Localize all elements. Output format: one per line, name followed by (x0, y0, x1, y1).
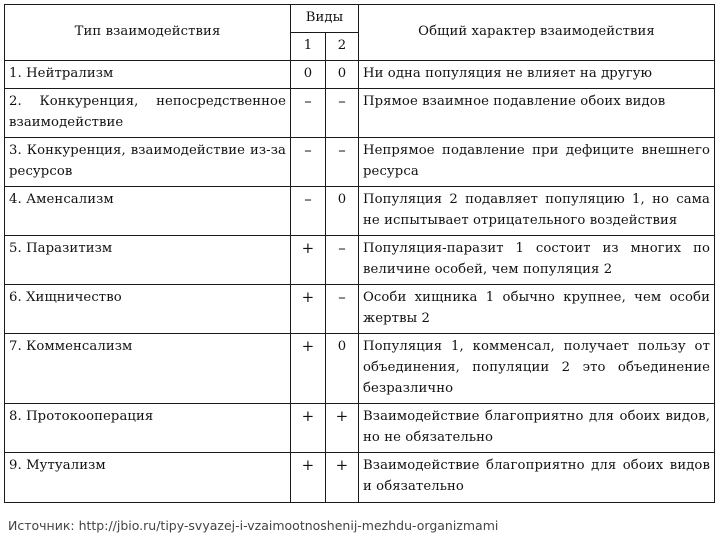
character-cell: Популяция 1, комменсал, получает пользу от объединения, популяции 2 это объединение безразлично (359, 334, 715, 404)
source-caption: Источник: http://jbio.ru/tipy-svyazej-i-vzaimootnoshenij-mezhdu-organizmami (8, 518, 499, 533)
table-row (5, 89, 715, 138)
character-cell: Популяция 2 подавляет популяцию 1, но сама не испытывает отрицательного воздействия (359, 187, 715, 236)
species-2-cell: 0 (326, 61, 359, 89)
species-column-header: Виды (291, 5, 359, 33)
table-row (5, 285, 715, 334)
species-1-cell: – (291, 89, 326, 138)
type-cell: 8. Протокооперация (5, 404, 291, 453)
species-2-cell: + (326, 404, 359, 453)
table-row (5, 404, 715, 453)
table-row (5, 138, 715, 187)
character-cell: Взаимодействие благоприятно для обоих видов, но не обязательно (359, 404, 715, 453)
species-1-cell: – (291, 138, 326, 187)
species-2-header: 2 (326, 33, 359, 61)
character-column-header: Общий характер взаимодействия (359, 5, 715, 61)
type-cell: 9. Мутуализм (5, 453, 291, 503)
species-2-cell: + (326, 453, 359, 503)
species-1-cell: 0 (291, 61, 326, 89)
table-row (5, 187, 715, 236)
type-cell: 7. Комменсализм (5, 334, 291, 404)
species-1-cell: – (291, 187, 326, 236)
header-row (5, 5, 715, 33)
character-cell: Особи хищника 1 обычно крупнее, чем особи жертвы 2 (359, 285, 715, 334)
interaction-types-table (4, 4, 715, 503)
species-1-header: 1 (291, 33, 326, 61)
character-cell: Ни одна популяция не влияет на другую (359, 61, 715, 89)
species-2-cell: 0 (326, 334, 359, 404)
character-cell: Взаимодействие благоприятно для обоих видов и обязательно (359, 453, 715, 503)
species-1-cell: + (291, 404, 326, 453)
type-cell: 3. Конкуренция, взаимодействие из-за ресурсов (5, 138, 291, 187)
type-cell: 5. Паразитизм (5, 236, 291, 285)
species-1-cell: + (291, 285, 326, 334)
character-cell: Популяция-паразит 1 состоит из многих по величине особей, чем популяция 2 (359, 236, 715, 285)
species-2-cell: – (326, 89, 359, 138)
type-cell: 1. Нейтрализм (5, 61, 291, 89)
species-2-cell: – (326, 236, 359, 285)
table-row (5, 61, 715, 89)
type-column-header: Тип взаимодействия (5, 5, 291, 61)
type-cell: 2. Конкуренция, непосредственное взаимодействие (5, 89, 291, 138)
type-cell: 4. Аменсализм (5, 187, 291, 236)
character-cell: Непрямое подавление при дефиците внешнего ресурса (359, 138, 715, 187)
species-2-cell: 0 (326, 187, 359, 236)
species-2-cell: – (326, 285, 359, 334)
species-2-cell: – (326, 138, 359, 187)
table-row (5, 453, 715, 503)
species-1-cell: + (291, 334, 326, 404)
type-cell: 6. Хищничество (5, 285, 291, 334)
character-cell: Прямое взаимное подавление обоих видов (359, 89, 715, 138)
table-row (5, 334, 715, 404)
species-1-cell: + (291, 453, 326, 503)
table-row (5, 236, 715, 285)
species-1-cell: + (291, 236, 326, 285)
